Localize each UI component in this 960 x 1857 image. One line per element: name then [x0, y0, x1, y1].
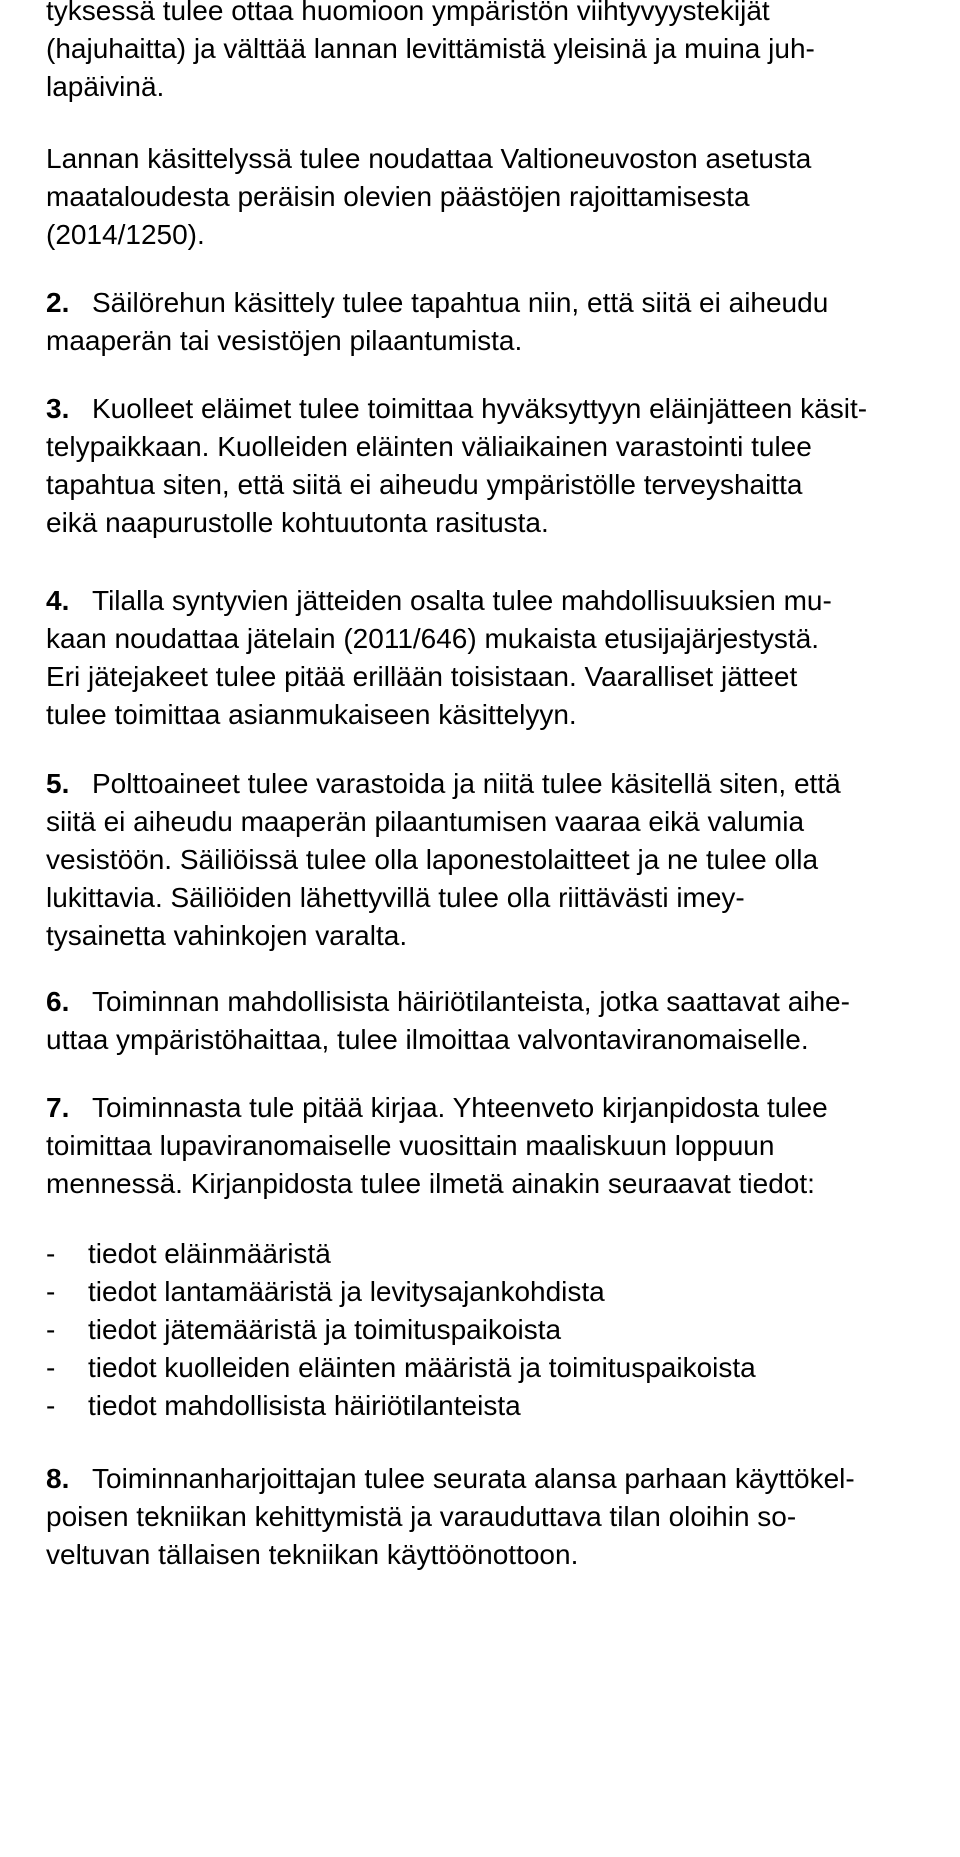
manure-regulation-paragraph — [46, 140, 811, 254]
item-number: 7. — [46, 1092, 70, 1123]
text-line: vesistöön. Säiliöissä tulee olla laponestolaitteet ja ne tulee olla — [46, 844, 819, 875]
bullet-marker: - — [46, 1314, 56, 1345]
list-item — [46, 1273, 756, 1311]
text-line: toimittaa lupaviranomaiselle vuosittain maaliskuun loppuun — [46, 1130, 775, 1161]
list-item-text: tiedot eläinmääristä — [88, 1238, 331, 1269]
bullet-marker: - — [46, 1276, 56, 1307]
text-line: lapäivinä. — [46, 71, 165, 102]
list-item-text: tiedot kuolleiden eläinten määristä ja toimituspaikoista — [88, 1352, 756, 1383]
text-line: tulee toimittaa asianmukaiseen käsittelyyn. — [46, 699, 577, 730]
text-line: Eri jätejakeet tulee pitää erillään toisistaan. Vaaralliset jätteet — [46, 661, 798, 692]
text-line: uttaa ympäristöhaittaa, tulee ilmoittaa valvontaviranomaiselle. — [46, 1024, 809, 1055]
item-number: 4. — [46, 585, 70, 616]
condition-item-7 — [46, 1089, 828, 1203]
condition-item-8 — [46, 1460, 855, 1574]
text-line: tapahtua siten, että siitä ei aiheudu ympäristölle terveyshaitta — [46, 469, 803, 500]
text-line: tysainetta vahinkojen varalta. — [46, 920, 408, 951]
text-line: Toiminnan mahdollisista häiriötilanteista, jotka saattavat aihe- — [92, 986, 850, 1017]
text-line: mennessä. Kirjanpidosta tulee ilmetä ainakin seuraavat tiedot: — [46, 1168, 815, 1199]
text-line: Kuolleet eläimet tulee toimittaa hyväksyttyyn eläinjätteen käsit- — [92, 393, 868, 424]
condition-item-4 — [46, 582, 832, 734]
bullet-marker: - — [46, 1238, 56, 1269]
text-line: lukittavia. Säiliöiden lähettyvillä tulee olla riittävästi imey- — [46, 882, 745, 913]
list-item-text: tiedot mahdollisista häiriötilanteista — [88, 1390, 521, 1421]
condition-item-2 — [46, 284, 828, 360]
list-item — [46, 1349, 756, 1387]
text-line: siitä ei aiheudu maaperän pilaantumisen vaaraa eikä valumia — [46, 806, 805, 837]
text-line: (hajuhaitta) ja välttää lannan levittämistä yleisinä ja muina juh- — [46, 33, 815, 64]
condition-item-6 — [46, 983, 850, 1059]
text-line: Lannan käsittelyssä tulee noudattaa Valtioneuvoston asetusta — [46, 143, 812, 174]
list-item-text: tiedot lantamääristä ja levitysajankohdista — [88, 1276, 605, 1307]
text-line: maataloudesta peräisin olevien päästöjen rajoittamisesta — [46, 181, 750, 212]
text-line: tyksessä tulee ottaa huomioon ympäristön viihtyvyystekijät — [46, 0, 770, 26]
text-line: eikä naapurustolle kohtuutonta rasitusta. — [46, 507, 549, 538]
text-line: maaperän tai vesistöjen pilaantumista. — [46, 325, 523, 356]
item-number: 5. — [46, 768, 70, 799]
list-item — [46, 1235, 756, 1273]
text-line: Polttoaineet tulee varastoida ja niitä tulee käsitellä siten, että — [92, 768, 841, 799]
bullet-marker: - — [46, 1352, 56, 1383]
text-line: Säilörehun käsittely tulee tapahtua niin, että siitä ei aiheudu — [92, 287, 829, 318]
list-item-text: tiedot jätemääristä ja toimituspaikoista — [88, 1314, 562, 1345]
intro-paragraph — [46, 0, 815, 106]
item-number: 6. — [46, 986, 70, 1017]
text-line: Toiminnasta tule pitää kirjaa. Yhteenveto kirjanpidosta tulee — [92, 1092, 828, 1123]
text-line: kaan noudattaa jätelain (2011/646) mukaista etusijajärjestystä. — [46, 623, 820, 654]
record-keeping-list — [46, 1235, 756, 1425]
item-number: 8. — [46, 1463, 70, 1494]
text-line: Toiminnanharjoittajan tulee seurata alansa parhaan käyttökel- — [92, 1463, 855, 1494]
bullet-marker: - — [46, 1390, 56, 1421]
list-item — [46, 1311, 756, 1349]
text-line: poisen tekniikan kehittymistä ja varauduttava tilan oloihin so- — [46, 1501, 797, 1532]
text-line: Tilalla syntyvien jätteiden osalta tulee mahdollisuuksien mu- — [92, 585, 832, 616]
text-line: telypaikkaan. Kuolleiden eläinten väliaikainen varastointi tulee — [46, 431, 812, 462]
item-number: 2. — [46, 287, 70, 318]
text-line: (2014/1250). — [46, 219, 205, 250]
condition-item-3 — [46, 390, 867, 542]
item-number: 3. — [46, 393, 70, 424]
condition-item-5 — [46, 765, 841, 955]
text-line: veltuvan tällaisen tekniikan käyttöönottoon. — [46, 1539, 579, 1570]
list-item — [46, 1387, 756, 1425]
